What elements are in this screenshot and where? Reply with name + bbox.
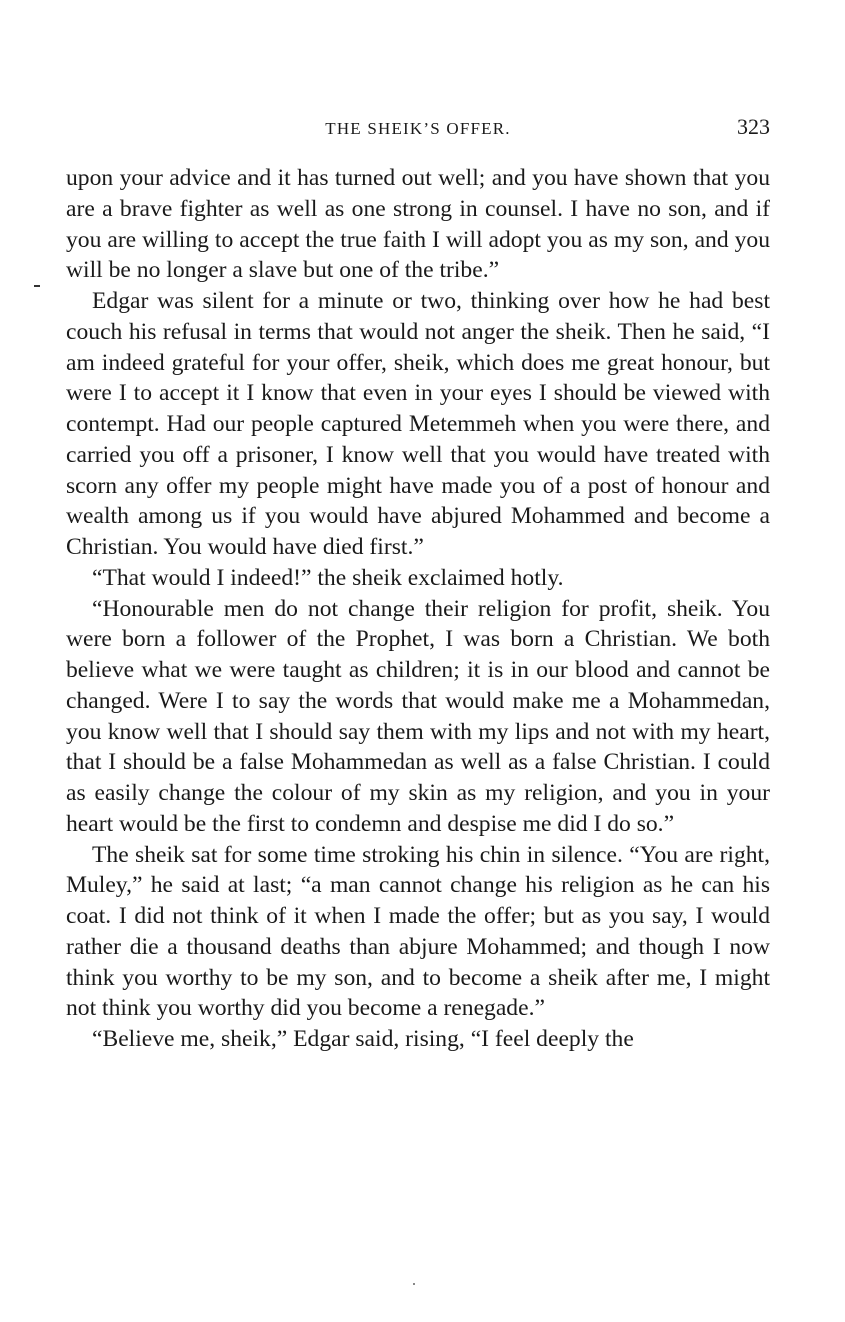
paragraph: “That would I indeed!” the sheik exclaimed hotly. (92, 564, 564, 591)
paragraph: “Believe me, sheik,” Edgar said, rising, “I feel deeply the (92, 1026, 634, 1052)
paragraph-continued: upon your advice and it has turned out well; and you have shown that you are a brave fighter as well as one strong in counsel. I have no son, and if you are willing to accept the true faith I will adopt you as my son, and you will be no longer a slave but one of the tribe.” (66, 165, 770, 284)
running-title: THE SHEIK’S OFFER. (325, 119, 511, 138)
paragraph: Edgar was silent for a minute or two, thinking over how he had best couch his refusal in terms that would not anger the sheik. Then he said, “I am indeed grateful for your offer, sheik, which does me great honour, but were I to accept it I know that even in your eyes I should be viewed with contempt. Had our people captured Metemmeh when you were there, and carried you off a prisoner, I know well that you would have treated with scorn any offer my people might have made you of a post of honour and wealth among us if you would have abjured Mohammed and become a Christian. You would have died first.” (66, 288, 770, 560)
paragraph: “Honourable men do not change their religion for profit, sheik. You were born a follower of the Prophet, I was born a Christian. We both believe what we were taught as children; it is in our blood and cannot be changed. Were I to say the words that would make me a Mohammedan, you know well that I should say them with my lips and not with my heart, that I should be a false Mohammedan as well as a false Christian. I could as easily change the colour of my skin as my religion, and you in your heart would be the first to condemn and despise me did I do so.” (66, 595, 770, 837)
running-head (66, 114, 770, 142)
body-text (66, 163, 770, 1055)
paragraph: The sheik sat for some time stroking his chin in silence. “You are right, Muley,” he said at last; “a man cannot change his religion as he can his coat. I did not think of it when I made the offer; but as you say, I would rather die a thousand deaths than abjure Mohammed; and though I now think you worthy to be my son, and to become a sheik after me, I might not think you worthy did you become a renegade.” (66, 841, 770, 1022)
printer-speck (413, 1283, 415, 1285)
page-number: 323 (737, 114, 770, 139)
margin-mark (34, 285, 40, 287)
